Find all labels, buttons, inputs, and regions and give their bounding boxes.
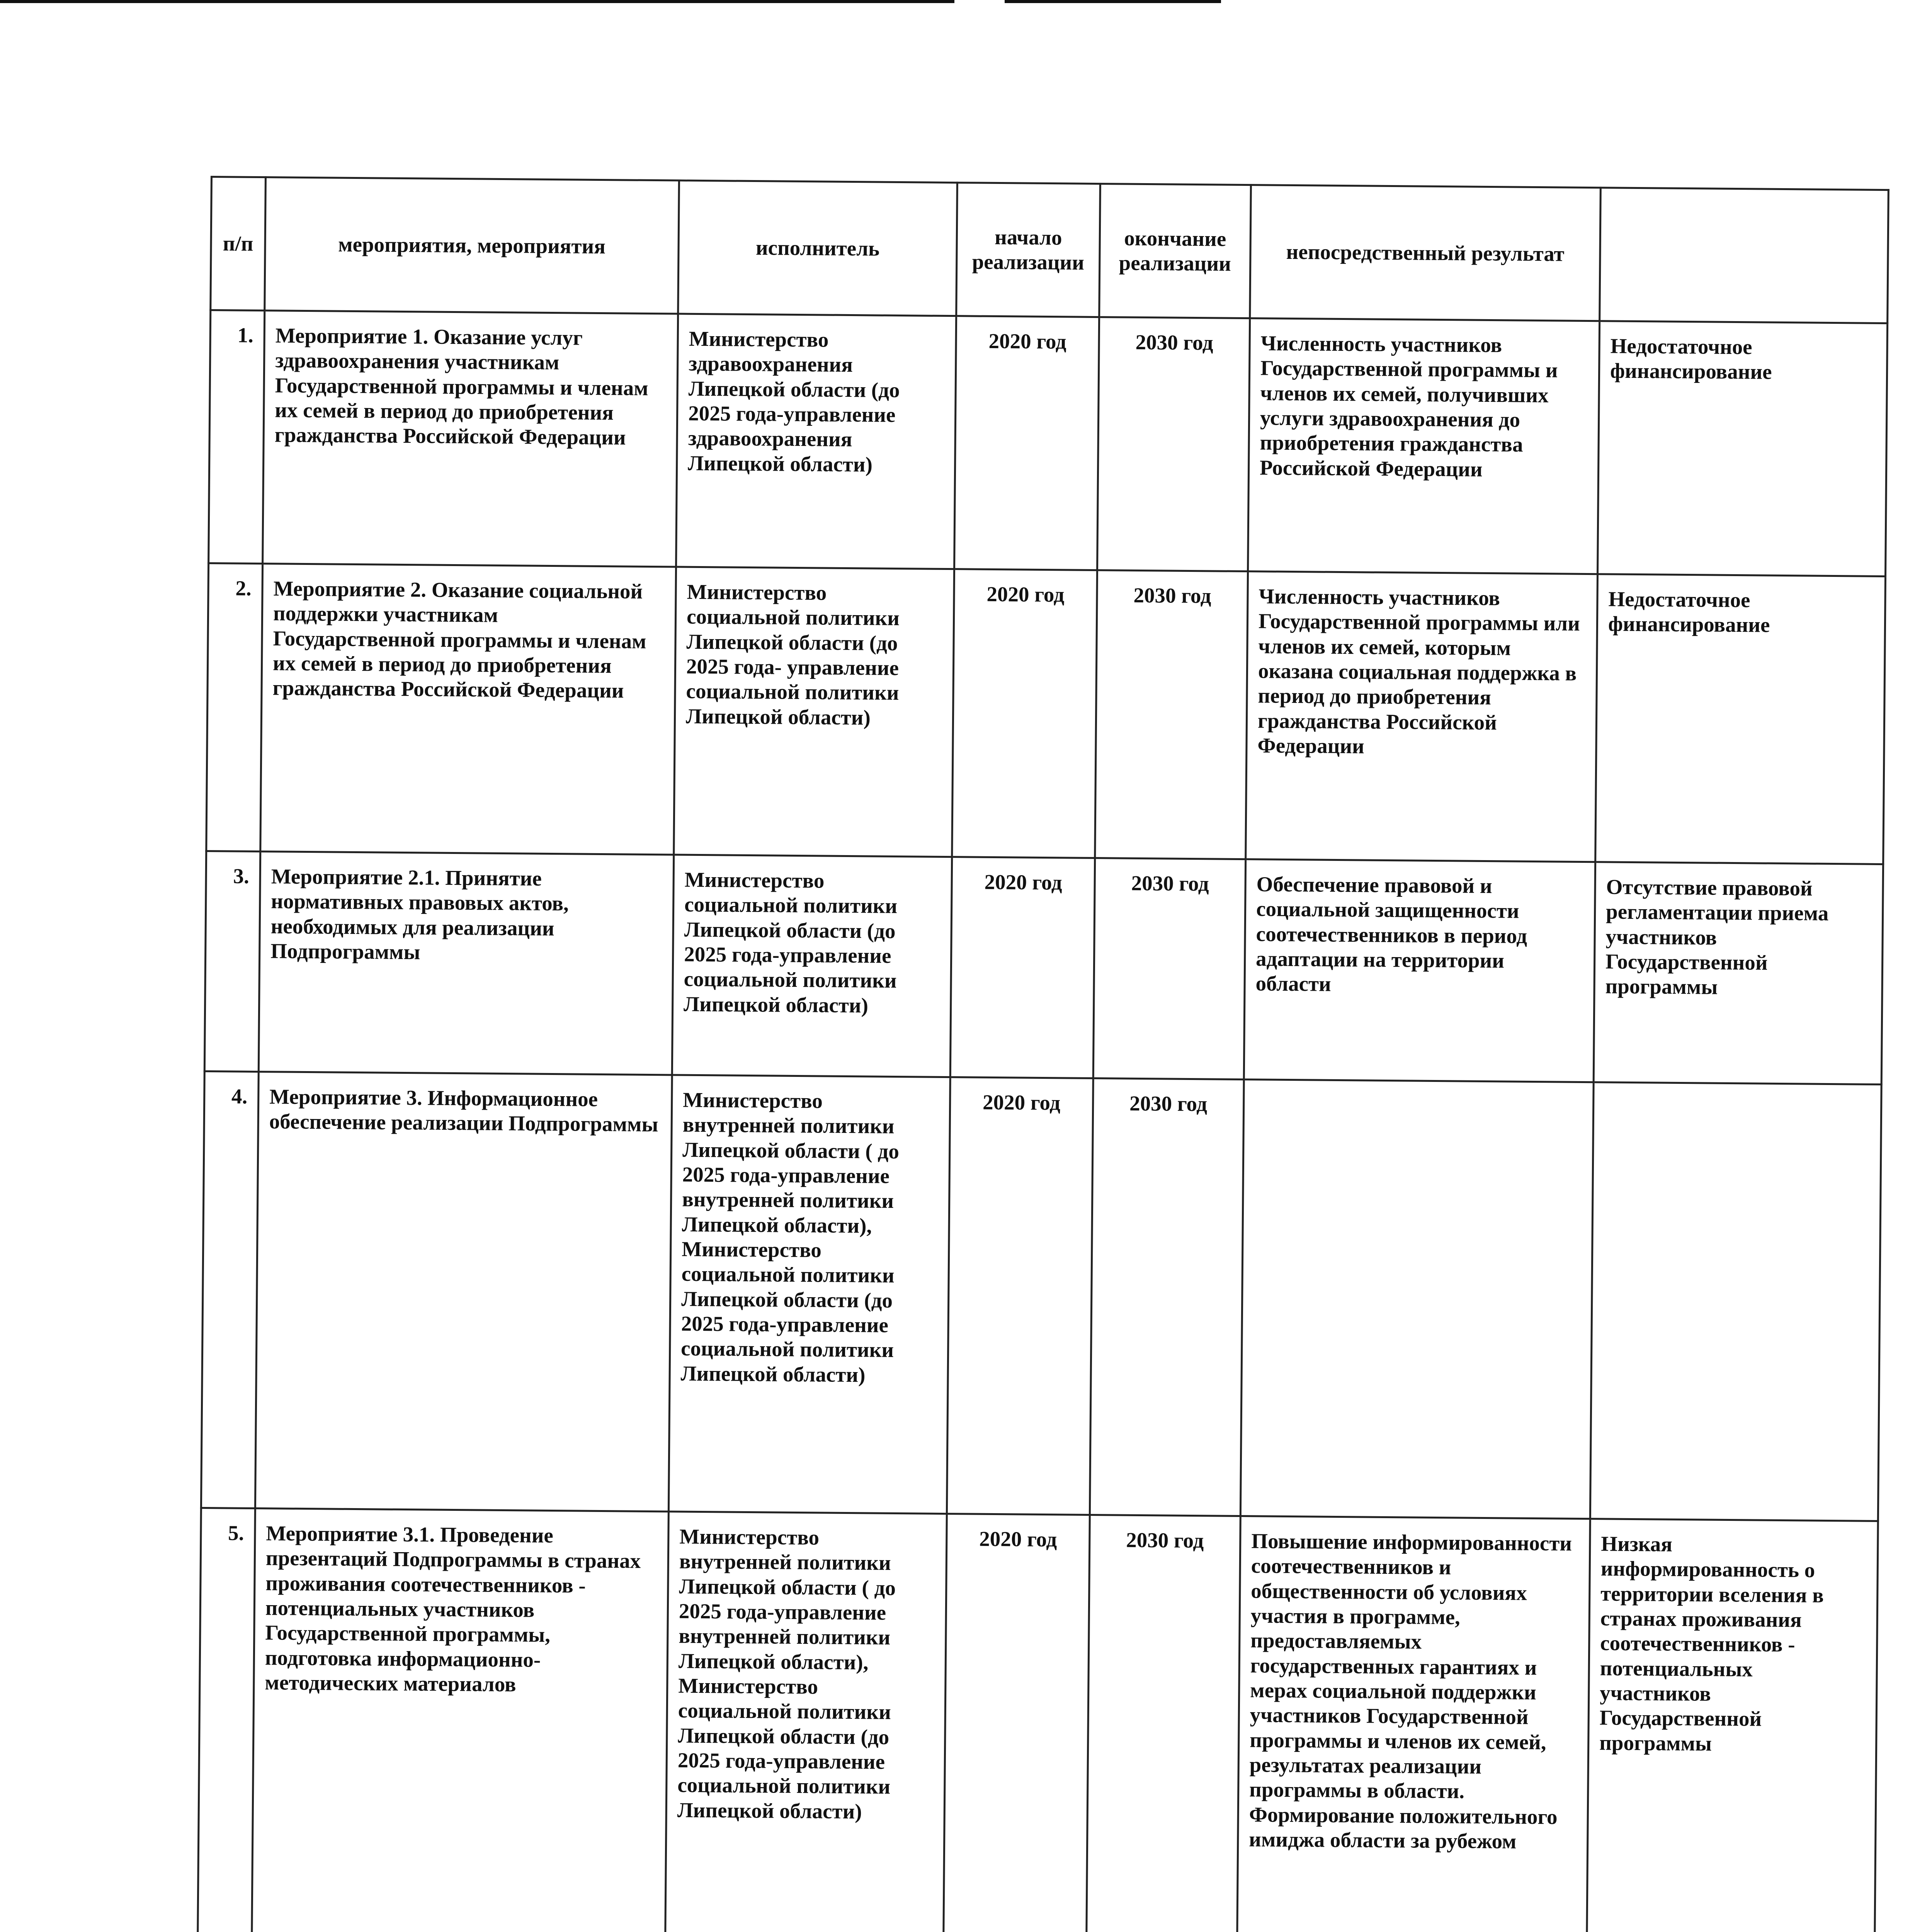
row-event: Мероприятие 2. Оказание социальной поддержки участникам Государственной программы и членам их семей в период до приобретения гражданства Российской Федерации [260,564,676,855]
row-start: 2020 год [947,1077,1093,1515]
row-end: 2030 год [1097,317,1250,571]
header-end: окончание реализации [1099,184,1251,318]
row-executor: Министерство здравоохранения Липецкой области (до 2025 года-управление здравоохранения Липецкой области) [676,314,956,569]
row-result [1240,1080,1594,1519]
row-risk: Отсутствие правовой регламентации приема участников Государственной программы [1594,862,1883,1085]
scan-edge-mark [0,0,954,3]
subprogram-events-table [191,176,1889,1932]
row-end: 2030 год [1085,1515,1240,1932]
row-start: 2020 год [952,569,1097,858]
table-row [209,310,1888,577]
row-number: 5. [197,1508,255,1932]
row-event: Мероприятие 1. Оказание услуг здравоохранения участникам Государственной программы и членам их семей в период до приобретения гражданства Российской Федерации [263,311,678,567]
row-end: 2030 год [1093,858,1245,1080]
row-result: Численность участников Государственной программы и членов их семей, получивших услуги здравоохранения до приобретения гражданства Российской Федерации [1248,318,1600,574]
table-row [197,1508,1878,1932]
row-start: 2020 год [954,316,1099,570]
row-executor: Министерство социальной политики Липецкой области (до 2025 года- управление социальной политики Липецкой области) [674,567,954,857]
header-risk [1600,188,1889,323]
table-row [204,851,1883,1084]
row-risk: Недостаточное финансирование [1595,574,1886,864]
header-result: непосредственный результат [1250,185,1601,321]
header-executor: исполнитель [678,180,957,316]
table-header-row [211,177,1889,323]
row-event: Мероприятие 2.1. Принятие нормативных правовых актов, необходимых для реализации Подпрограммы [259,852,673,1075]
row-result: Обеспечение правовой и социальной защищенности соотечественников в период адаптации на территории области [1244,859,1595,1082]
row-event: Мероприятие 3. Информационное обеспечение реализации Подпрограммы [255,1072,672,1512]
row-result: Численность участников Государственной программы или членов их семей, которым оказана социальная поддержка в период до приобретения гражданства Российской Федерации [1246,571,1598,862]
row-start: 2020 год [942,1514,1090,1932]
row-number: 2. [206,563,263,851]
row-result: Повышение информированности соотечественников и общественности об условиях участия в программе, предоставляемых государственных гарантиях и мерах социальной поддержки участников Государственной программы и членов их семей, результатах реализации программы в области. Формирование положительного имиджа области за рубежом [1236,1516,1590,1932]
row-risk [1590,1082,1881,1521]
row-executor: Министерство социальной политики Липецкой области (до 2025 года-управление социальной политики Липецкой области) [672,855,952,1077]
row-risk: Недостаточное финансирование [1598,321,1888,577]
row-end: 2030 год [1095,570,1248,859]
row-executor: Министерство внутренней политики Липецкой области ( до 2025 года-управление внутренней политики Липецкой области), Министерство социальной политики Липецкой области (до 2025 года-управление социальной политики Липецкой области) [664,1512,947,1932]
row-event: Мероприятие 3.1. Проведение презентаций Подпрограммы в странах проживания соотечественников - потенциальных участников Государственной программы, подготовка информационно-методических материалов [251,1509,668,1932]
header-start: начало реализации [956,183,1100,317]
row-number: 4. [201,1071,259,1508]
row-end: 2030 год [1090,1078,1244,1516]
table-row [201,1071,1881,1521]
row-start: 2020 год [950,857,1095,1078]
scan-edge-mark [1005,0,1221,3]
row-number: 3. [204,851,260,1071]
header-number: п/п [211,177,266,311]
row-number: 1. [209,310,265,564]
row-executor: Министерство внутренней политики Липецкой области ( до 2025 года-управление внутренней политики Липецкой области), Министерство социальной политики Липецкой области (до 2025 года-управление социальной политики Липецкой области) [668,1075,950,1514]
table-row [206,563,1886,864]
header-event: мероприятия, мероприятия [265,177,679,314]
row-risk: Низкая информированность о территории вселения в странах проживания соотечественников - потенциальных участников Государственной программы [1586,1519,1878,1932]
